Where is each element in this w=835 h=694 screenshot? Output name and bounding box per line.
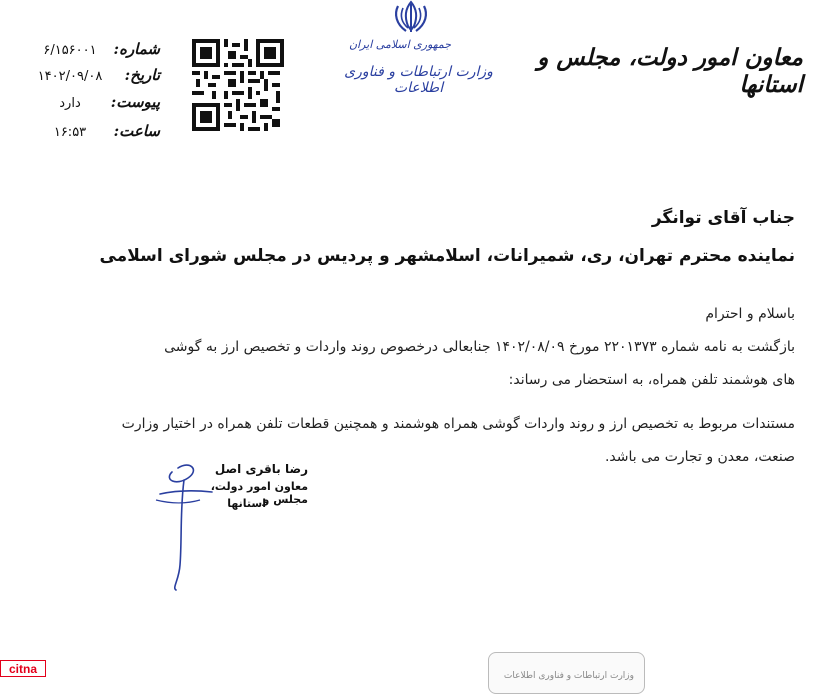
meta-attachment-value: دارد xyxy=(59,96,81,111)
qr-code-icon xyxy=(192,39,284,131)
ministry-label: وزارت ارتباطات و فناوری اطلاعات xyxy=(344,64,493,96)
republic-label: جمهوری اسلامی ایران xyxy=(348,38,452,51)
paragraph-1-line-1: بازگشت به نامه شماره ۲۲۰۱۳۷۳ مورخ ۱۴۰۲/۰۸/۰۹ جنابعالی درخصوص روند واردات و تخصیص ارز به گوشی xyxy=(164,339,795,355)
paragraph-1-line-2: های هوشمند تلفن همراه، به استحضار می رساند: xyxy=(508,372,795,388)
paragraph-2-line-2: صنعت، معدن و تجارت می باشد. xyxy=(604,449,795,465)
addressee-title: نماینده محترم تهران، ری، شمیرانات، اسلامشهر و پردیس در مجلس شورای اسلامی xyxy=(99,246,795,266)
footer-stamp-box xyxy=(488,652,645,694)
meta-time-value: ۱۶:۵۳ xyxy=(53,125,87,140)
meta-attachment-label: پیوست: xyxy=(110,93,160,111)
meta-date-label: تاریخ: xyxy=(124,66,160,84)
meta-number-value: ۶/۱۵۶۰۰۱ xyxy=(43,43,97,58)
deputy-title: معاون امور دولت، مجلس و استانها xyxy=(537,44,803,98)
greeting-line: باسلام و احترام xyxy=(705,306,795,322)
signer-title-line-1: معاون امور دولت، مجلس و xyxy=(210,480,308,506)
meta-attachment-row xyxy=(30,93,160,117)
addressee-salutation: جناب آقای توانگر xyxy=(651,208,795,228)
meta-date-row xyxy=(30,66,160,90)
signer-title-line-2: استانها xyxy=(227,497,266,510)
iran-emblem-icon xyxy=(386,0,436,34)
signer-name: رضا باقری اصل xyxy=(214,462,308,476)
meta-time-label: ساعت: xyxy=(113,122,160,140)
meta-date-value: ۱۴۰۲/۰۹/۰۸ xyxy=(37,69,103,84)
footer-stamp-text: وزارت ارتباطات و فناوری اطلاعات xyxy=(503,671,634,681)
meta-number-row xyxy=(30,40,160,64)
meta-number-label: شماره: xyxy=(113,40,160,58)
meta-time-row xyxy=(30,122,160,146)
paragraph-2-line-1: مستندات مربوط به تخصیص ارز و روند واردات گوشی همراه هوشمند و همچنین قطعات تلفن همراه در اختیار وزارت xyxy=(121,416,795,432)
citna-watermark-logo: citna xyxy=(0,660,46,677)
